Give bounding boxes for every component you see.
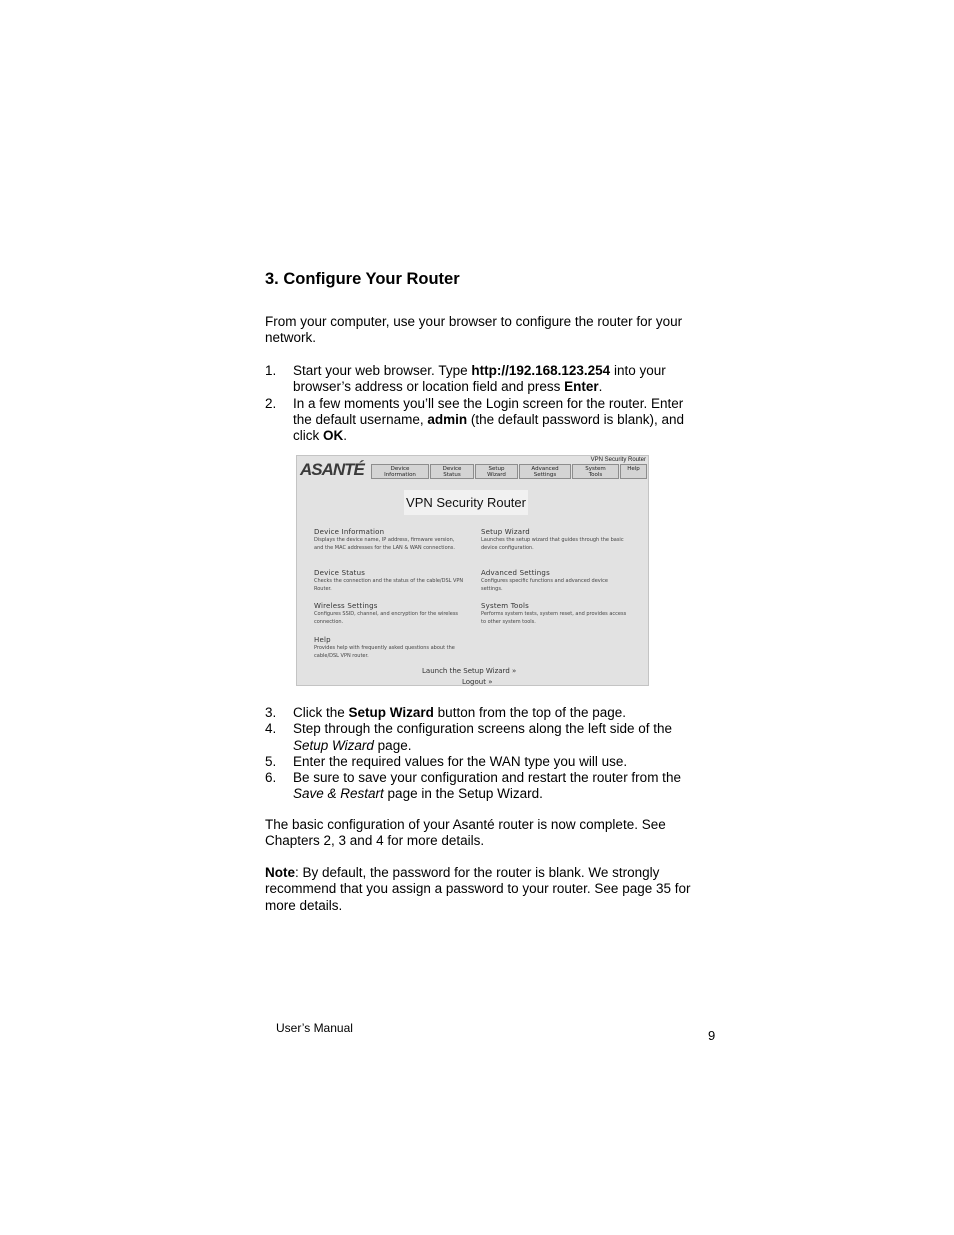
logout-link: Logout » xyxy=(462,678,493,686)
page-number: 9 xyxy=(708,1028,716,1043)
section-device-information xyxy=(314,528,464,552)
list-item xyxy=(265,754,705,770)
section-desc: Configures SSID, channel, and encryption for the wireless connection. xyxy=(314,611,459,625)
intro-paragraph: From your computer, use your browser to configure the router for your network. xyxy=(265,314,683,346)
list-item-text: Enter xyxy=(564,379,599,395)
list-item xyxy=(265,770,705,803)
note-label: Note xyxy=(265,865,295,880)
list-item-number: 4. xyxy=(265,721,277,737)
section-desc: Launches the setup wizard that guides through the basic device configuration. xyxy=(481,537,624,551)
list-item xyxy=(265,363,705,396)
list-item-text: page. xyxy=(373,737,412,753)
list-item-text: Setup Wizard xyxy=(348,705,434,720)
list-item-text: Step through the configuration screens along the left side of the xyxy=(293,721,673,737)
router-screenshot xyxy=(296,455,649,686)
list-item-text: . xyxy=(343,428,348,444)
list-item-text: into your browser’s address or location field and press xyxy=(293,363,666,395)
section-system-tools xyxy=(481,602,631,626)
list-item-text: Click the xyxy=(293,705,349,720)
section-title: Device Status xyxy=(314,569,366,577)
list-item-text: http://192.168.123.254 xyxy=(471,363,611,378)
nav-setup-wizard: Setup Wizard xyxy=(475,464,518,479)
list-item xyxy=(265,396,705,445)
screenshot-banner: VPN Security Router xyxy=(404,490,528,515)
list-item-text: Start your web browser. Type xyxy=(293,363,472,378)
launch-wizard-link: Launch the Setup Wizard » xyxy=(422,667,517,675)
list-item-text: admin xyxy=(427,411,468,427)
list-item-text: OK xyxy=(323,428,344,444)
nav-device-information: Device Information xyxy=(371,464,429,479)
section-desc: Configures specific functions and advanced device settings. xyxy=(481,578,608,592)
steps-list-a xyxy=(265,363,705,444)
asante-logo: ASANTÉ xyxy=(300,460,364,479)
list-item-text: Save & Restart xyxy=(293,786,384,802)
nav-advanced-settings: Advanced Settings xyxy=(519,464,571,479)
section-wireless-settings xyxy=(314,602,464,626)
section-desc: Provides help with frequently asked questions about the cable/DSL VPN router. xyxy=(314,645,455,659)
list-item-number: 3. xyxy=(265,705,277,720)
section-heading: 3. Configure Your Router xyxy=(265,270,460,288)
list-item-text: Enter the required values for the WAN type you will use. xyxy=(293,753,628,769)
section-help xyxy=(314,636,464,660)
section-device-status xyxy=(314,569,464,593)
screenshot-nav xyxy=(371,464,648,479)
list-item-text: In a few moments you’ll see the Login screen for the router. Enter the default username, xyxy=(293,395,684,427)
list-item-text: Setup Wizard xyxy=(293,737,374,753)
list-item-text: button from the top of the page. xyxy=(433,705,627,720)
list-item xyxy=(265,705,705,721)
list-item-number: 6. xyxy=(265,770,277,786)
section-desc: Performs system tests, system reset, and provides access to other system tools. xyxy=(481,611,627,625)
section-setup-wizard xyxy=(481,528,631,552)
list-item-number: 5. xyxy=(265,753,277,769)
list-item-text: page in the Setup Wizard. xyxy=(383,786,543,802)
section-title: Help xyxy=(314,636,331,644)
section-desc: Displays the device name, IP address, firmware version, and the MAC addresses for the LAN & WAN connections. xyxy=(314,537,455,551)
list-item-text: . xyxy=(598,379,603,395)
section-title: Wireless Settings xyxy=(314,602,378,610)
list-item-number: 2. xyxy=(265,395,277,411)
nav-device-status: Device Status xyxy=(430,464,474,479)
nav-system-tools: System Tools xyxy=(572,464,619,479)
conclusion-paragraph: The basic configuration of your Asanté router is now complete. See Chapters 2, 3 and 4 for more details. xyxy=(265,817,666,849)
list-item-number: 1. xyxy=(265,363,277,378)
section-title: Setup Wizard xyxy=(481,528,530,536)
note-text: : By default, the password for the router is blank. We strongly recommend that you assign a password to your router. See page 35 for more details. xyxy=(265,865,691,913)
section-title: Device Information xyxy=(314,528,385,536)
note-paragraph xyxy=(265,865,705,914)
list-item-text: (the default password is blank), and click xyxy=(293,411,684,444)
list-item-text: Be sure to save your configuration and restart the router from the xyxy=(293,770,681,786)
section-title: Advanced Settings xyxy=(481,569,550,577)
footer-manual-label: User’s Manual xyxy=(276,1021,353,1035)
section-title: System Tools xyxy=(481,602,529,610)
screenshot-top-label: VPN Security Router xyxy=(590,457,646,463)
list-item xyxy=(265,721,705,754)
section-desc: Checks the connection and the status of the cable/DSL VPN Router. xyxy=(314,578,464,592)
section-advanced-settings xyxy=(481,569,631,593)
nav-help: Help xyxy=(620,464,647,479)
steps-list-b xyxy=(265,705,705,803)
